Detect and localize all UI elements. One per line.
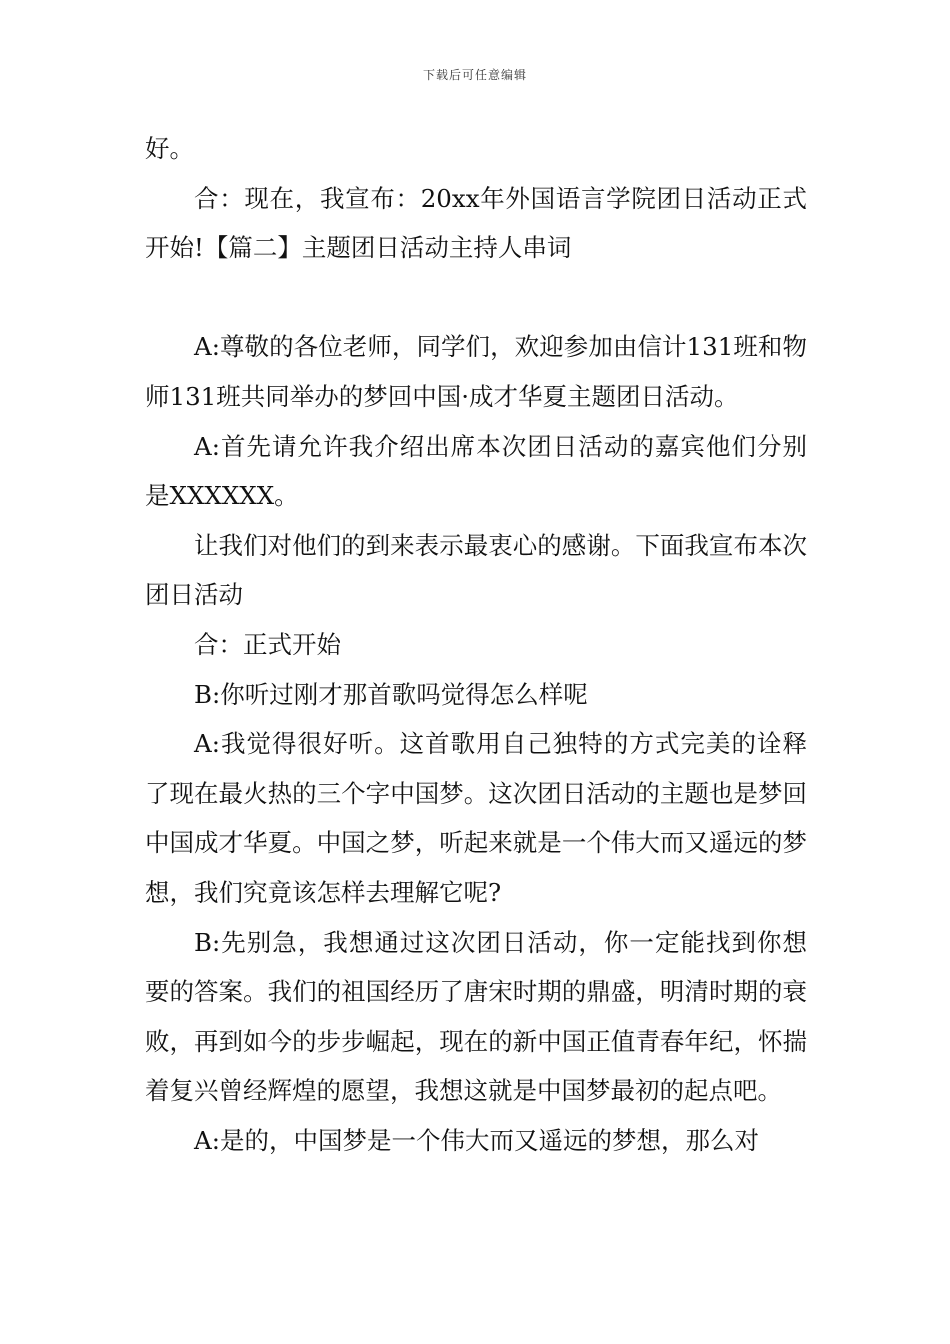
paragraph-gap bbox=[145, 273, 807, 323]
document-body bbox=[145, 124, 807, 1165]
paragraph-welcome: A:尊敬的各位老师，同学们，欢迎参加由信计131班和物师131班共同举办的梦回中国·成才华夏主题团日活动。 bbox=[145, 332, 807, 411]
paragraph-song-question: B:你听过刚才那首歌吗觉得怎么样呢 bbox=[194, 679, 588, 709]
paragraph-song-answer: A:我觉得很好听。这首歌用自己独特的方式完美的诠释了现在最火热的三个字中国梦。这次团日活动的主题也是梦回中国成才华夏。中国之梦，听起来就是一个伟大而又遥远的梦想，我们究竟该怎样去理解它呢? bbox=[145, 729, 807, 907]
paragraph-start: 合：正式开始 bbox=[194, 629, 341, 659]
paragraph-announcement: 合：现在，我宣布：20xx年外国语言学院团日活动正式开始!【篇二】主题团日活动主持人串词 bbox=[145, 183, 807, 263]
paragraph-guests: A:首先请允许我介绍出席本次团日活动的嘉宾他们分别是XXXXXX。 bbox=[145, 431, 807, 511]
paragraph-continuation: 好。 bbox=[145, 134, 194, 163]
page-header: 下载后可任意编辑 bbox=[422, 68, 527, 82]
paragraph-history: B:先别急，我想通过这次团日活动，你一定能找到你想要的答案。我们的祖国经历了唐宋时期的鼎盛，明清时期的衰败，再到如今的步步崛起，现在的新中国正值青春年纪，怀揣着复兴曾经辉煌的愿望，我想这就是中国梦最初的起点吧。 bbox=[145, 927, 807, 1106]
paragraph-thanks: 让我们对他们的到来表示最衷心的感谢。下面我宣布本次团日活动 bbox=[145, 530, 807, 610]
paragraph-dream: A:是的，中国梦是一个伟大而又遥远的梦想，那么对 bbox=[194, 1125, 759, 1155]
